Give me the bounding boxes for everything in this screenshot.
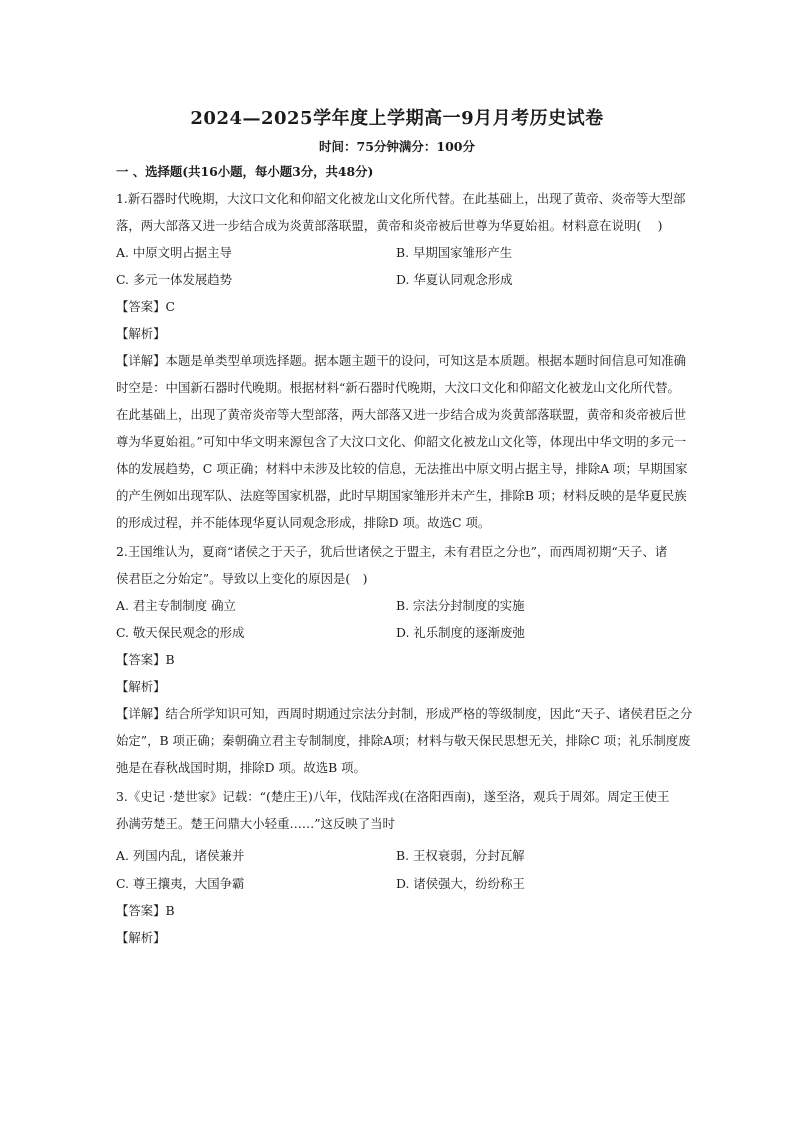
q1-answer: 【答案】C (116, 299, 176, 314)
q2-detail-line-2: 始定”，B 项正确；秦朝确立君主专制制度，排除A项；材料与敬天保民思想无关，排除C 项；礼乐制度废 (116, 733, 691, 748)
q2-option-b: B. 宗法分封制度的实施 (396, 598, 525, 613)
q1-stem-line-1: 1.新石器时代晚期，大汶口文化和仰韶文化被龙山文化所代替。在此基础上，出现了黄帝、炎帝等大型部 (116, 191, 686, 206)
q1-stem-line-2: 落，两大部落又进一步结合成为炎黄部落联盟，黄帝和炎帝被后世尊为华夏始祖。材料意在说明( ) (116, 218, 663, 233)
q2-detail-line-1: 【详解】结合所学知识可知，西周时期通过宗法分封制，形成严格的等级制度，因此“天子、诸侯君臣之分 (116, 706, 693, 721)
q1-detail-line-7: 的形成过程，并不能体现华夏认同观念形成，排除D 项。故选C 项。 (116, 515, 491, 530)
q3-option-a: A. 列国内乱，诸侯兼并 (116, 848, 245, 863)
q1-detail-line-2: 时空是：中国新石器时代晚期。根据材料“新石器时代晚期，大汶口文化和仰韶文化被龙山文化所代替。 (116, 380, 680, 395)
q2-stem-line-1: 2.王国维认为，夏商“诸侯之于天子，犹后世诸侯之于盟主，未有君臣之分也”，而西周初期“天子、诸 (116, 544, 668, 559)
q2-stem-line-2: 侯君臣之分始定”。导致以上变化的原因是( ) (116, 571, 368, 586)
q1-option-c: C. 多元一体发展趋势 (116, 272, 233, 287)
q1-analysis-label: 【解析】 (116, 326, 166, 341)
q3-option-b: B. 王权衰弱，分封瓦解 (396, 848, 525, 863)
q2-option-c: C. 敬天保民观念的形成 (116, 625, 245, 640)
q3-option-d: D. 诸侯强大，纷纷称王 (396, 876, 525, 891)
q3-option-c: C. 尊王攘夷，大国争霸 (116, 876, 245, 891)
q1-detail-line-5: 体的发展趋势，C 项正确；材料中未涉及比较的信息，无法推出中原文明占据主导，排除A 项；早期国家 (116, 461, 688, 476)
q3-stem-line-2: 孙满劳楚王。楚王问鼎大小轻重……”这反映了当时 (116, 816, 395, 831)
q1-detail-line-1: 【详解】本题是单类型单项选择题。据本题主题干的设问，可知这是本质题。根据本题时间信息可知准确 (116, 353, 686, 368)
q1-option-a: A. 中原文明占据主导 (116, 245, 232, 260)
q1-detail-line-3: 在此基础上，出现了黄帝炎帝等大型部落，两大部落又进一步结合成为炎黄部落联盟，黄帝和炎帝被后世 (116, 407, 686, 422)
q3-stem-line-1: 3.《史记 ·楚世家》记载：“(楚庄王)八年，伐陆浑戎(在洛阳西南)，遂至洛，观兵于周郊。周定王使王 (116, 789, 670, 804)
q1-detail-line-4: 尊为华夏始祖。”可知中华文明来源包含了大汶口文化、仰韶文化被龙山文化等，体现出中华文明的多元一 (116, 434, 687, 449)
q1-option-b: B. 早期国家雏形产生 (396, 245, 513, 260)
q3-analysis-label: 【解析】 (116, 930, 166, 945)
q2-answer: 【答案】B (116, 652, 175, 667)
exam-time-score: 时间：75分钟满分：100分 (319, 139, 475, 154)
q2-analysis-label: 【解析】 (116, 679, 166, 694)
q1-detail-line-6: 的产生例如出现军队、法庭等国家机器，此时早期国家雏形并未产生，排除B 项；材料反映的是华夏民族 (116, 488, 687, 503)
q2-detail-line-3: 弛是在春秋战国时期，排除D 项。故选B 项。 (116, 760, 366, 775)
exam-title: 2024—2025学年度上学期高一9月月考历史试卷 (190, 108, 604, 129)
q3-answer: 【答案】B (116, 903, 175, 918)
q2-option-d: D. 礼乐制度的逐渐废弛 (396, 625, 525, 640)
q1-option-d: D. 华夏认同观念形成 (396, 272, 513, 287)
section-heading: 一 、选择题(共16小题，每小题3分，共48分) (116, 164, 374, 179)
q2-option-a: A. 君主专制制度 确立 (116, 598, 236, 613)
